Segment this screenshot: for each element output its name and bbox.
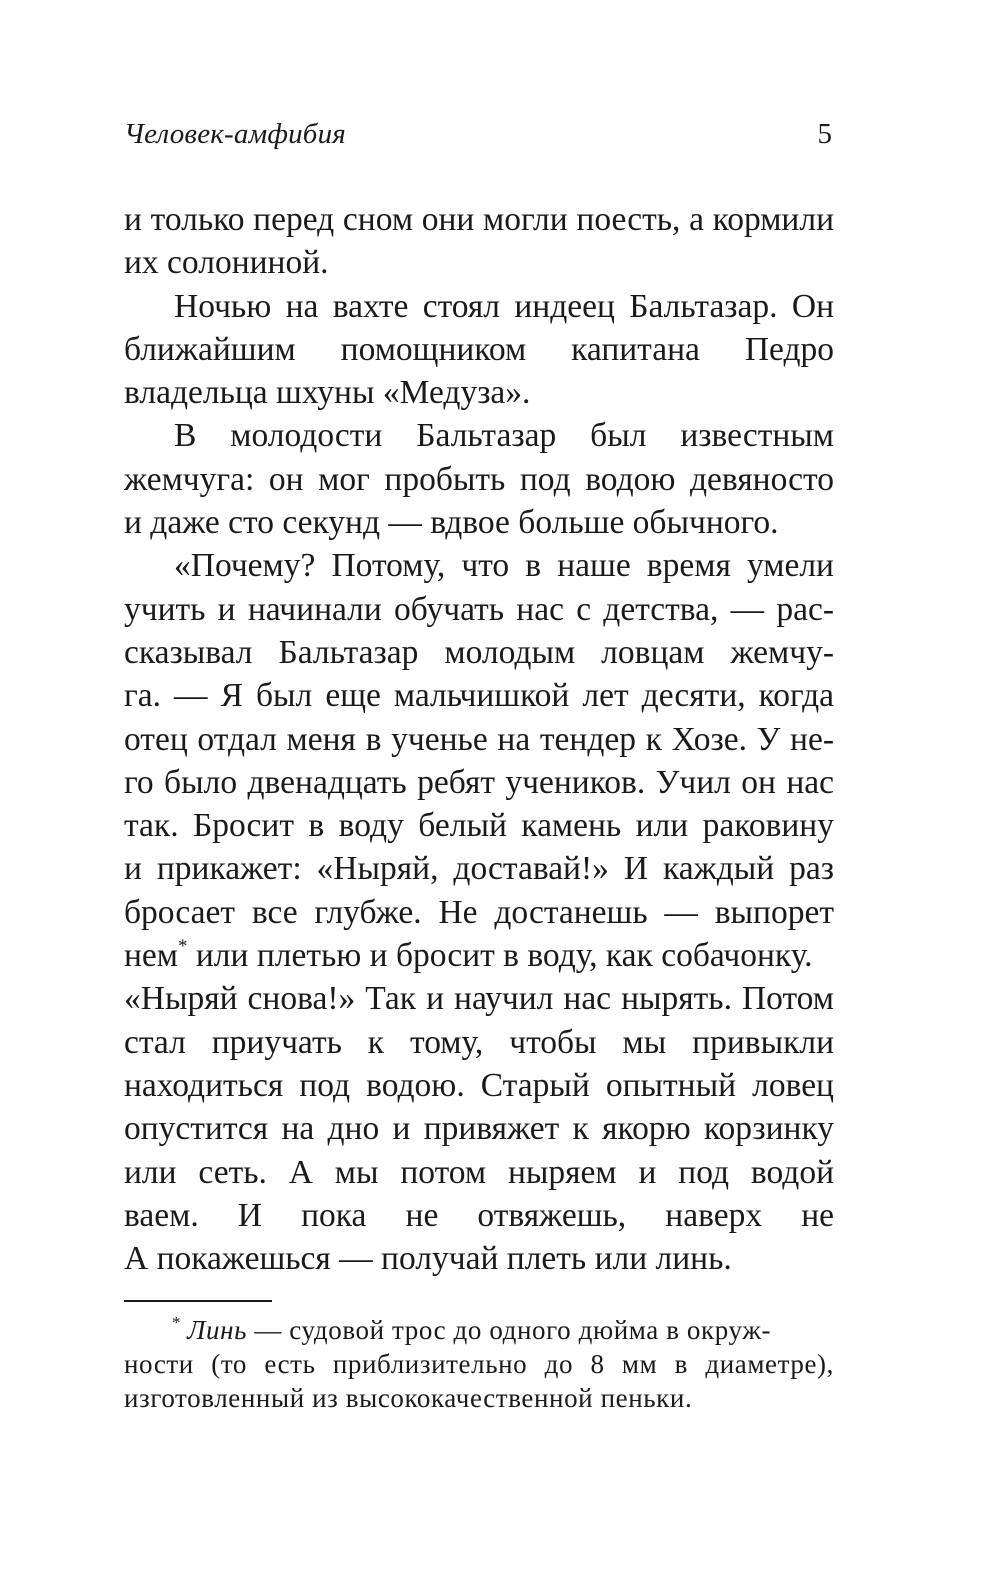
text-line: или сеть. А мы потом ныряем и под водой — [124, 1153, 834, 1191]
footnote-marker: * — [172, 1313, 182, 1332]
page-number: 5 — [817, 118, 832, 150]
text-line: отец отдал меня в ученье на тендер к Хозе. У не- — [124, 720, 834, 758]
text-line: сказывал Бальтазар молодым ловцам жемчу- — [124, 633, 834, 671]
running-header — [124, 118, 836, 162]
text-line: бросает все глубже. Не достанешь — выпорет — [124, 893, 834, 931]
text-line: и даже сто секунд — вдвое больше обычного. — [124, 504, 779, 542]
text-line: и только перед сном они могли поесть, а кормили — [124, 201, 834, 238]
footnote-term: Линь — [187, 1315, 247, 1345]
text-fragment: или плетью и бросит в воду, как собачонку. — [195, 937, 813, 975]
text-line: владельца шхуны «Медуза». — [124, 374, 531, 412]
footnote — [124, 1313, 834, 1415]
text-line: находиться под водою. Старый опытный ловец — [124, 1066, 834, 1104]
text-fragment: нем — [124, 937, 178, 975]
footnote-line: изготовленный из высококачественной пеньки. — [124, 1383, 693, 1413]
text-line-with-note — [124, 934, 834, 977]
text-line: Ночью на вахте стоял индеец Бальтазар. Он — [174, 287, 834, 325]
text-line: А покажешься — получай плеть или линь. — [124, 1240, 732, 1278]
text-line: го было двенадцать ребят учеников. Учил он нас — [124, 763, 834, 801]
text-line: ваем. И пока не отвяжешь, наверх не — [124, 1196, 834, 1234]
text-line: жемчуга: он мог пробыть под водою девяносто — [124, 460, 834, 498]
text-line: так. Бросит в воду белый камень или раковину — [124, 807, 834, 845]
text-line: ближайшим помощником капитана Педро — [124, 330, 834, 368]
text-line: В молодости Бальтазар был известным — [174, 417, 834, 455]
text-line: «Ныряй снова!» Так и научил нас нырять. Потом — [124, 980, 834, 1018]
footnote-line — [124, 1313, 834, 1347]
text-line: учить и начинали обучать нас с детства, — рас- — [124, 590, 834, 628]
footnote-divider — [124, 1300, 272, 1302]
body-text — [124, 198, 834, 1280]
footnote-line: ности (то есть приблизительно до 8 мм в диаметре), — [124, 1349, 834, 1379]
text-line: и прикажет: «Ныряй, доставай!» И каждый раз — [124, 850, 834, 888]
text-line: их солониной. — [124, 244, 329, 282]
text-line: опустится на дно и привяжет к якорю корзинку — [124, 1110, 834, 1148]
footnote-definition: — судовой трос до одного дюйма в окруж- — [254, 1315, 772, 1345]
text-line: га. — Я был еще мальчишкой лет десяти, когда — [124, 677, 834, 715]
running-title: Человек-амфибия — [124, 118, 346, 150]
footnote-reference: * — [178, 936, 188, 958]
text-line: стал приучать к тому, чтобы мы привыкли — [124, 1023, 834, 1061]
text-line: «Почему? Потому, что в наше время умели — [174, 547, 834, 585]
